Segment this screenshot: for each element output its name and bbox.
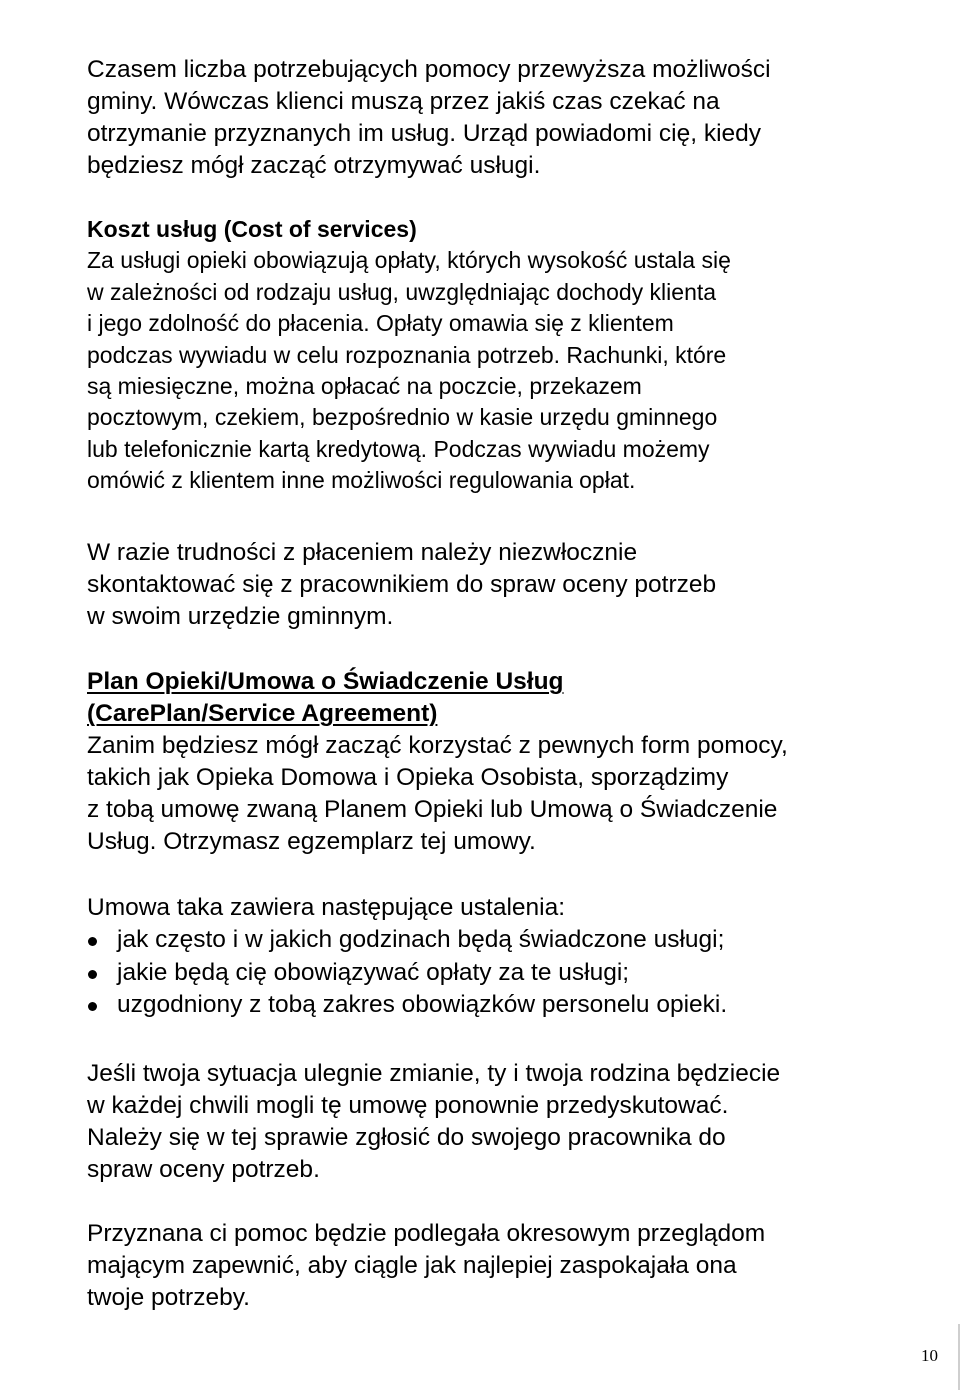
text-line: twoje potrzeby.	[87, 1284, 250, 1311]
text-line: skontaktować się z pracownikiem do spraw oceny potrzeb	[87, 571, 717, 598]
text-line: będziesz mógł zacząć otrzymywać usługi.	[87, 152, 541, 179]
text-line: podczas wywiadu w celu rozpoznania potrzeb. Rachunki, które	[87, 341, 727, 368]
payment-difficulty-paragraph	[87, 537, 927, 633]
text-line: w zależności od rodzaju usług, uwzględniając dochody klienta	[87, 278, 717, 305]
text-line: otrzymanie przyznanych im usług. Urząd powiadomi cię, kiedy	[87, 120, 762, 147]
text-line: W razie trudności z płaceniem należy niezwłocznie	[87, 539, 638, 566]
text-line: gminy. Wówczas klienci muszą przez jakiś czas czekać na	[87, 88, 720, 115]
cost-of-services-heading: Koszt usług (Cost of services)	[87, 216, 417, 242]
text-line: w swoim urzędzie gminnym.	[87, 603, 394, 630]
text-line: takich jak Opieka Domowa i Opieka Osobista, sporządzimy	[87, 764, 729, 791]
bullet-icon	[88, 937, 97, 946]
list-item	[87, 924, 927, 956]
bullet-icon	[88, 970, 97, 979]
text-line: Usług. Otrzymasz egzemplarz tej umowy.	[87, 828, 536, 855]
list-item-text: uzgodniony z tobą zakres obowiązków personelu opieki.	[117, 991, 728, 1019]
text-line: pocztowym, czekiem, bezpośrednio w kasie urzędu gminnego	[87, 404, 718, 431]
cost-of-services-section	[87, 214, 927, 497]
list-item	[87, 989, 927, 1021]
care-plan-heading: Plan Opieki/Umowa o Świadczenie Usług	[87, 668, 564, 695]
text-line: Za usługi opieki obowiązują opłaty, których wysokość ustala się	[87, 247, 731, 274]
text-line: i jego zdolność do płacenia. Opłaty omawia się z klientem	[87, 310, 674, 337]
care-plan-heading-english: (CarePlan/Service Agreement)	[87, 700, 438, 727]
text-line: Jeśli twoja sytuacja ulegnie zmianie, ty i twoja rodzina będziecie	[87, 1060, 781, 1087]
agreement-contents	[87, 892, 927, 1022]
periodic-review-paragraph	[87, 1218, 927, 1314]
page-number: 10	[921, 1346, 938, 1365]
intro-paragraph	[87, 54, 927, 182]
text-line: Czasem liczba potrzebujących pomocy przewyższa możliwości	[87, 56, 771, 83]
bullet-icon	[88, 1002, 97, 1011]
text-line: spraw oceny potrzeb.	[87, 1156, 320, 1183]
list-item	[87, 957, 927, 989]
text-line: w każdej chwili mogli tę umowę ponownie przedyskutować.	[87, 1092, 729, 1119]
text-line: mającym zapewnić, aby ciągle jak najlepiej zaspokajała ona	[87, 1252, 737, 1279]
list-item-text: jakie będą cię obowiązywać opłaty za te usługi;	[117, 958, 630, 986]
text-line: omówić z klientem inne możliwości regulowania opłat.	[87, 467, 636, 494]
situation-change-paragraph	[87, 1058, 927, 1186]
text-line: są miesięczne, można opłacać na poczcie, przekazem	[87, 373, 642, 400]
text-line: z tobą umowę zwaną Planem Opieki lub Umową o Świadczenie	[87, 796, 778, 823]
text-line: Zanim będziesz mógł zacząć korzystać z pewnych form pomocy,	[87, 732, 788, 759]
care-plan-section	[87, 666, 927, 858]
list-intro: Umowa taka zawiera następujące ustalenia:	[87, 894, 566, 921]
text-line: lub telefonicznie kartą kredytową. Podczas wywiadu możemy	[87, 435, 710, 462]
list-item-text: jak często i w jakich godzinach będą świadczone usługi;	[117, 926, 725, 954]
text-line: Należy się w tej sprawie zgłosić do swojego pracownika do	[87, 1124, 726, 1151]
text-line: Przyznana ci pomoc będzie podlegała okresowym przeglądom	[87, 1220, 766, 1247]
